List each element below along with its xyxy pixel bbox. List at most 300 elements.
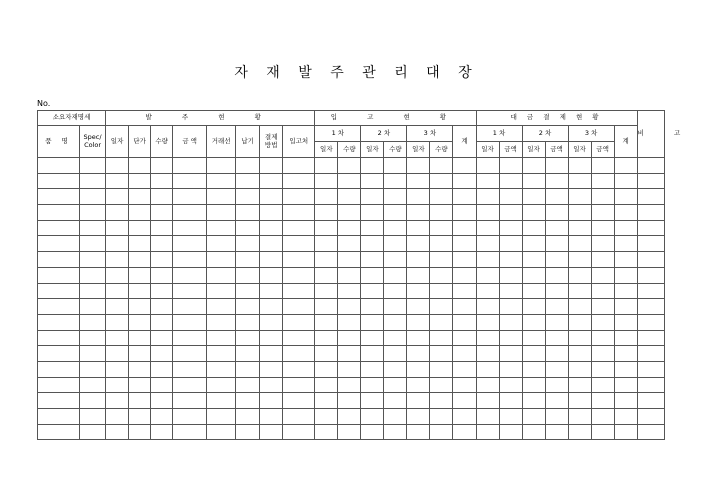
ledger-cell	[499, 205, 522, 221]
ledger-cell	[151, 393, 173, 409]
ledger-cell	[637, 158, 664, 174]
ledger-cell	[315, 314, 338, 330]
ledger-cell	[614, 189, 637, 205]
payment-total-header: 계	[614, 126, 637, 158]
ledger-cell	[568, 267, 591, 283]
ledger-cell	[38, 330, 80, 346]
ledger-cell	[568, 393, 591, 409]
ledger-cell	[476, 424, 499, 440]
ledger-cell	[637, 189, 664, 205]
ledger-cell	[106, 361, 129, 377]
ledger-cell	[430, 189, 453, 205]
ledger-row	[38, 409, 665, 425]
ledger-cell	[407, 361, 430, 377]
ledger-cell	[315, 299, 338, 315]
ledger-cell	[173, 220, 207, 236]
ledger-cell	[384, 299, 407, 315]
ledger-cell	[338, 424, 361, 440]
ledger-cell	[260, 299, 283, 315]
ledger-row	[38, 189, 665, 205]
ledger-cell	[151, 424, 173, 440]
ledger-row	[38, 220, 665, 236]
ledger-cell	[38, 299, 80, 315]
ledger-cell	[129, 158, 151, 174]
ledger-cell	[637, 236, 664, 252]
ledger-cell	[591, 299, 614, 315]
ledger-cell	[106, 330, 129, 346]
ledger-cell	[338, 189, 361, 205]
ledger-cell	[637, 314, 664, 330]
ledger-cell	[207, 424, 236, 440]
ledger-cell	[315, 361, 338, 377]
ledger-cell	[151, 236, 173, 252]
amount-header: 금 액	[173, 126, 207, 158]
ledger-cell	[173, 393, 207, 409]
header-row-columns	[38, 126, 665, 142]
ledger-cell	[407, 205, 430, 221]
payment-date-2: 일자	[522, 142, 545, 158]
ledger-cell	[338, 393, 361, 409]
ledger-cell	[591, 377, 614, 393]
ledger-cell	[522, 283, 545, 299]
ledger-cell	[315, 330, 338, 346]
ledger-cell	[38, 424, 80, 440]
ledger-cell	[283, 409, 315, 425]
ledger-cell	[430, 283, 453, 299]
ledger-cell	[315, 220, 338, 236]
ledger-cell	[476, 236, 499, 252]
ledger-cell	[338, 173, 361, 189]
ledger-row	[38, 377, 665, 393]
ledger-cell	[545, 346, 568, 362]
ledger-cell	[476, 267, 499, 283]
ledger-cell	[361, 252, 384, 268]
ledger-cell	[568, 314, 591, 330]
ledger-cell	[338, 299, 361, 315]
ledger-cell	[260, 173, 283, 189]
ledger-cell	[614, 299, 637, 315]
ledger-cell	[614, 314, 637, 330]
ledger-cell	[430, 330, 453, 346]
ledger-cell	[38, 173, 80, 189]
ledger-cell	[453, 267, 476, 283]
ledger-cell	[106, 236, 129, 252]
ledger-cell	[430, 252, 453, 268]
ledger-cell	[522, 330, 545, 346]
ledger-cell	[236, 158, 260, 174]
ledger-cell	[430, 236, 453, 252]
ledger-cell	[315, 346, 338, 362]
ledger-cell	[614, 205, 637, 221]
ledger-row	[38, 346, 665, 362]
ledger-cell	[407, 330, 430, 346]
ledger-cell	[173, 189, 207, 205]
ledger-cell	[236, 409, 260, 425]
ledger-cell	[315, 424, 338, 440]
ledger-row	[38, 267, 665, 283]
ledger-cell	[151, 220, 173, 236]
ledger-cell	[453, 252, 476, 268]
ledger-cell	[338, 267, 361, 283]
ledger-cell	[106, 189, 129, 205]
ledger-cell	[614, 252, 637, 268]
ledger-cell	[283, 424, 315, 440]
ledger-cell	[151, 173, 173, 189]
ledger-cell	[260, 267, 283, 283]
ledger-cell	[476, 220, 499, 236]
ledger-cell	[236, 424, 260, 440]
ledger-cell	[80, 330, 106, 346]
ledger-cell	[568, 424, 591, 440]
ledger-cell	[315, 252, 338, 268]
ledger-cell	[637, 205, 664, 221]
ledger-cell	[384, 252, 407, 268]
ledger-cell	[430, 409, 453, 425]
ledger-cell	[129, 393, 151, 409]
ledger-cell	[361, 409, 384, 425]
ledger-cell	[430, 314, 453, 330]
ledger-cell	[338, 283, 361, 299]
ledger-cell	[361, 330, 384, 346]
ledger-cell	[407, 377, 430, 393]
ledger-cell	[361, 158, 384, 174]
ledger-cell	[173, 299, 207, 315]
ledger-cell	[637, 283, 664, 299]
receipt-round-3-header: 3 차	[407, 126, 453, 142]
ledger-cell	[384, 330, 407, 346]
ledger-cell	[384, 314, 407, 330]
ledger-cell	[361, 205, 384, 221]
ledger-cell	[151, 409, 173, 425]
ledger-cell	[499, 346, 522, 362]
ledger-cell	[476, 393, 499, 409]
ledger-cell	[361, 189, 384, 205]
ledger-cell	[476, 330, 499, 346]
ledger-cell	[430, 205, 453, 221]
payment-amount-2: 금액	[545, 142, 568, 158]
ledger-cell	[522, 346, 545, 362]
ledger-cell	[568, 377, 591, 393]
ledger-cell	[522, 173, 545, 189]
payment-round-2-header: 2 차	[522, 126, 568, 142]
ledger-cell	[591, 173, 614, 189]
ledger-cell	[236, 236, 260, 252]
warehouse-header: 입고처	[283, 126, 315, 158]
ledger-cell	[361, 173, 384, 189]
ledger-row	[38, 252, 665, 268]
ledger-cell	[614, 173, 637, 189]
ledger-cell	[283, 158, 315, 174]
ledger-cell	[453, 189, 476, 205]
ledger-cell	[476, 173, 499, 189]
ledger-cell	[173, 283, 207, 299]
ledger-cell	[151, 267, 173, 283]
ledger-cell	[38, 361, 80, 377]
ledger-cell	[407, 189, 430, 205]
ledger-cell	[38, 236, 80, 252]
ledger-cell	[283, 173, 315, 189]
ledger-cell	[499, 283, 522, 299]
ledger-cell	[637, 361, 664, 377]
payment-round-1-header: 1 차	[476, 126, 522, 142]
ledger-cell	[129, 424, 151, 440]
ledger-cell	[545, 283, 568, 299]
ledger-row	[38, 361, 665, 377]
ledger-cell	[80, 205, 106, 221]
supplier-header: 거래선	[207, 126, 236, 158]
ledger-cell	[453, 205, 476, 221]
ledger-cell	[207, 346, 236, 362]
ledger-cell	[173, 314, 207, 330]
ledger-cell	[614, 361, 637, 377]
payment-amount-3: 금액	[591, 142, 614, 158]
ledger-cell	[106, 314, 129, 330]
ledger-cell	[614, 424, 637, 440]
material-spec-header: 소요자재명세	[38, 111, 106, 126]
ledger-cell	[236, 314, 260, 330]
ledger-cell	[637, 377, 664, 393]
payment-round-3-header: 3 차	[568, 126, 614, 142]
ledger-cell	[430, 361, 453, 377]
receipt-status-header: 입 고 현 황	[315, 111, 476, 126]
ledger-cell	[384, 220, 407, 236]
receipt-round-2-header: 2 차	[361, 126, 407, 142]
ledger-cell	[129, 314, 151, 330]
ledger-cell	[522, 299, 545, 315]
ledger-cell	[614, 330, 637, 346]
ledger-cell	[545, 173, 568, 189]
ledger-cell	[38, 314, 80, 330]
ledger-cell	[591, 409, 614, 425]
ledger-cell	[637, 173, 664, 189]
receipt-date-2: 일자	[361, 142, 384, 158]
ledger-cell	[260, 424, 283, 440]
ledger-cell	[591, 236, 614, 252]
ledger-cell	[614, 236, 637, 252]
ledger-cell	[545, 189, 568, 205]
ledger-cell	[407, 173, 430, 189]
payment-date-3: 일자	[568, 142, 591, 158]
ledger-cell	[260, 205, 283, 221]
ledger-cell	[151, 330, 173, 346]
ledger-cell	[38, 409, 80, 425]
receipt-total-header: 계	[453, 126, 476, 158]
ledger-cell	[614, 377, 637, 393]
ledger-cell	[453, 424, 476, 440]
ledger-cell	[545, 393, 568, 409]
ledger-cell	[499, 158, 522, 174]
ledger-cell	[453, 377, 476, 393]
receipt-qty-1: 수량	[338, 142, 361, 158]
ledger-cell	[384, 173, 407, 189]
ledger-cell	[260, 283, 283, 299]
ledger-cell	[384, 377, 407, 393]
ledger-cell	[637, 393, 664, 409]
ledger-cell	[453, 361, 476, 377]
ledger-cell	[637, 330, 664, 346]
ledger-cell	[38, 267, 80, 283]
ledger-cell	[591, 205, 614, 221]
ledger-cell	[568, 220, 591, 236]
ledger-cell	[591, 158, 614, 174]
color-label: Color	[84, 140, 102, 149]
ledger-cell	[430, 393, 453, 409]
ledger-cell	[591, 189, 614, 205]
ledger-cell	[129, 361, 151, 377]
ledger-cell	[315, 189, 338, 205]
ledger-cell	[80, 377, 106, 393]
ledger-cell	[260, 189, 283, 205]
delivery-header: 납기	[236, 126, 260, 158]
ledger-cell	[407, 424, 430, 440]
ledger-cell	[637, 220, 664, 236]
ledger-cell	[106, 346, 129, 362]
ledger-cell	[38, 393, 80, 409]
ledger-cell	[338, 205, 361, 221]
ledger-cell	[38, 346, 80, 362]
ledger-cell	[591, 252, 614, 268]
ledger-cell	[591, 424, 614, 440]
payment-method-header	[260, 126, 283, 158]
ledger-cell	[80, 267, 106, 283]
ledger-cell	[38, 377, 80, 393]
ledger-cell	[361, 346, 384, 362]
ledger-cell	[453, 346, 476, 362]
ledger-cell	[129, 409, 151, 425]
ledger-cell	[80, 158, 106, 174]
ledger-cell	[129, 377, 151, 393]
ledger-cell	[453, 409, 476, 425]
ledger-cell	[568, 346, 591, 362]
ledger-cell	[499, 330, 522, 346]
order-ledger-table	[37, 110, 695, 440]
item-name-header: 품 명	[38, 126, 80, 158]
ledger-cell	[430, 220, 453, 236]
ledger-cell	[499, 377, 522, 393]
ledger-cell	[591, 220, 614, 236]
ledger-cell	[236, 283, 260, 299]
ledger-cell	[568, 330, 591, 346]
ledger-cell	[568, 189, 591, 205]
ledger-cell	[236, 377, 260, 393]
ledger-cell	[361, 393, 384, 409]
ledger-cell	[545, 220, 568, 236]
ledger-cell	[260, 220, 283, 236]
ledger-cell	[453, 173, 476, 189]
ledger-cell	[384, 424, 407, 440]
ledger-cell	[80, 393, 106, 409]
ledger-cell	[80, 299, 106, 315]
ledger-cell	[499, 424, 522, 440]
ledger-cell	[173, 173, 207, 189]
ledger-cell	[361, 220, 384, 236]
ledger-cell	[522, 158, 545, 174]
ledger-cell	[106, 252, 129, 268]
payment-date-1: 일자	[476, 142, 499, 158]
ledger-cell	[568, 252, 591, 268]
ledger-cell	[476, 205, 499, 221]
ledger-cell	[637, 252, 664, 268]
ledger-cell	[129, 220, 151, 236]
quantity-header: 수량	[151, 126, 173, 158]
ledger-cell	[283, 252, 315, 268]
ledger-cell	[283, 393, 315, 409]
ledger-cell	[80, 409, 106, 425]
ledger-cell	[207, 236, 236, 252]
ledger-cell	[283, 314, 315, 330]
ledger-cell	[207, 220, 236, 236]
ledger-cell	[106, 220, 129, 236]
ledger-cell	[236, 346, 260, 362]
ledger-cell	[453, 158, 476, 174]
ledger-cell	[614, 220, 637, 236]
ledger-cell	[430, 299, 453, 315]
ledger-cell	[361, 377, 384, 393]
ledger-cell	[545, 299, 568, 315]
ledger-cell	[173, 424, 207, 440]
ledger-cell	[476, 346, 499, 362]
ledger-cell	[207, 267, 236, 283]
ledger-cell	[522, 393, 545, 409]
number-label: No.	[37, 99, 51, 108]
spec-color-header	[80, 126, 106, 158]
ledger-cell	[568, 205, 591, 221]
ledger-row	[38, 236, 665, 252]
ledger-cell	[430, 424, 453, 440]
ledger-cell	[283, 205, 315, 221]
ledger-cell	[207, 377, 236, 393]
ledger-cell	[637, 346, 664, 362]
ledger-cell	[129, 236, 151, 252]
ledger-cell	[283, 189, 315, 205]
payment-amount-1: 금액	[499, 142, 522, 158]
ledger-cell	[151, 361, 173, 377]
ledger-cell	[476, 299, 499, 315]
payment-method-line2: 방법	[264, 140, 278, 149]
ledger-cell	[338, 346, 361, 362]
ledger-cell	[522, 267, 545, 283]
ledger-cell	[207, 158, 236, 174]
ledger-cell	[315, 409, 338, 425]
ledger-cell	[361, 424, 384, 440]
ledger-cell	[106, 424, 129, 440]
ledger-cell	[283, 299, 315, 315]
ledger-cell	[106, 377, 129, 393]
ledger-cell	[315, 393, 338, 409]
ledger-cell	[568, 409, 591, 425]
ledger-cell	[283, 330, 315, 346]
ledger-row	[38, 299, 665, 315]
ledger-cell	[260, 252, 283, 268]
ledger-cell	[453, 220, 476, 236]
ledger-cell	[283, 267, 315, 283]
ledger-cell	[568, 283, 591, 299]
order-date-header: 일자	[106, 126, 129, 158]
ledger-cell	[453, 283, 476, 299]
ledger-cell	[499, 252, 522, 268]
ledger-cell	[236, 330, 260, 346]
ledger-cell	[129, 173, 151, 189]
ledger-cell	[236, 220, 260, 236]
unit-price-header: 단가	[129, 126, 151, 158]
document-title: 자 재 발 주 관 리 대 장	[234, 65, 479, 81]
ledger-cell	[129, 267, 151, 283]
ledger-cell	[80, 361, 106, 377]
ledger-cell	[173, 205, 207, 221]
ledger-cell	[545, 267, 568, 283]
ledger-cell	[80, 189, 106, 205]
ledger-row	[38, 283, 665, 299]
